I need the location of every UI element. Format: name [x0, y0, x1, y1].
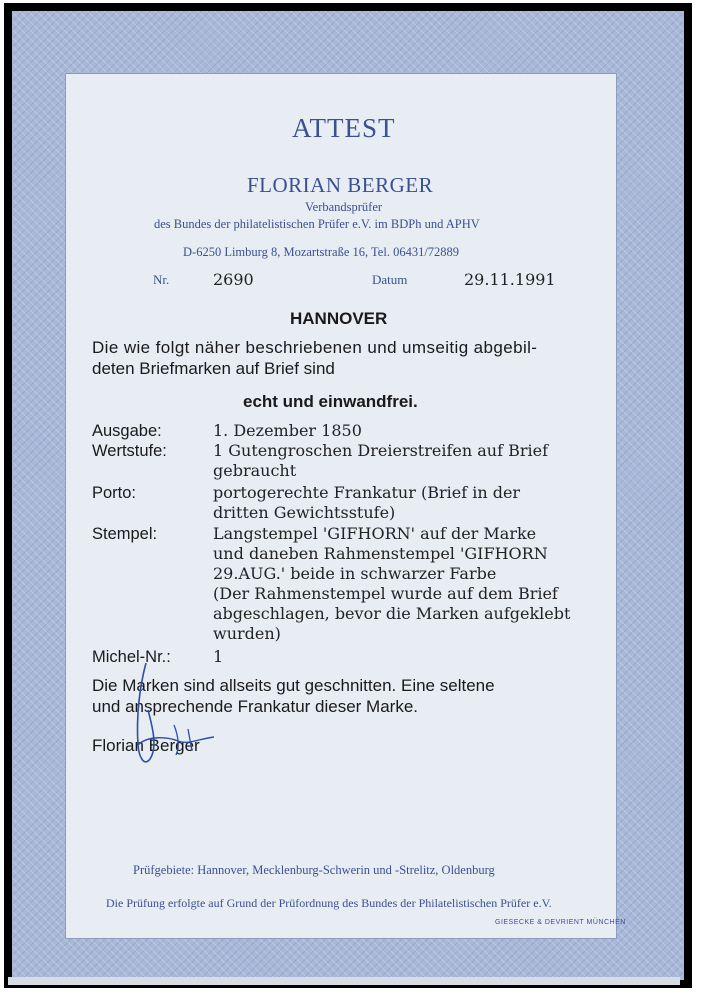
attest-title: ATTEST: [292, 113, 396, 143]
bottom-strip: [8, 977, 680, 985]
closing-line-2: und ansprechende Frankatur dieser Marke.: [92, 697, 419, 716]
porto-label: Porto:: [92, 484, 137, 502]
stempel-line-4: (Der Rahmenstempel wurde auf dem Brief: [213, 584, 558, 603]
closing-line-1: Die Marken sind allseits gut geschnitten. Eine seltene: [92, 676, 495, 695]
printer-imprint: GIESECKE & DEVRIENT MÜNCHEN: [495, 919, 626, 926]
porto-line-1: portogerechte Frankatur (Brief in der: [213, 483, 521, 502]
datum-label: Datum: [372, 272, 408, 287]
stempel-line-1: Langstempel 'GIFHORN' auf der Marke: [213, 524, 537, 543]
nr-label: Nr.: [153, 272, 170, 287]
region-heading: HANNOVER: [290, 309, 388, 328]
stempel-label: Stempel:: [92, 525, 158, 543]
examiner-address: D-6250 Limburg 8, Mozartstraße 16, Tel. 06431/72889: [183, 245, 460, 259]
examiner-association: des Bundes der philatelistischen Prüfer e.V. im BDPh und APHV: [154, 217, 480, 231]
wertstufe-line-1: 1 Gutengroschen Dreierstreifen auf Brief: [213, 441, 549, 460]
examiner-name: FLORIAN BERGER: [247, 173, 434, 197]
michel-label: Michel-Nr.:: [92, 648, 171, 666]
ausgabe-label: Ausgabe:: [92, 422, 162, 440]
datum-value: 29.11.1991: [464, 270, 556, 289]
porto-line-2: dritten Gewichtsstufe): [213, 503, 396, 522]
ausgabe-value: 1. Dezember 1850: [213, 421, 362, 440]
pruefordnung-note: Die Prüfung erfolgte auf Grund der Prüfordnung des Bundes der Philatelistischen Prüfer e.V.: [106, 896, 552, 910]
wertstufe-line-2: gebraucht: [213, 461, 297, 480]
michel-value: 1: [213, 647, 224, 666]
nr-value: 2690: [213, 270, 254, 289]
stempel-line-3: 29.AUG.' beide in schwarzer Farbe: [213, 564, 497, 583]
examiner-role: Verbandsprüfer: [305, 200, 383, 214]
intro-line-2: deten Briefmarken auf Brief sind: [92, 359, 335, 378]
stempel-line-2: und daneben Rahmenstempel 'GIFHORN: [213, 544, 548, 563]
stempel-line-6: wurden): [213, 624, 281, 643]
pruefgebiete: Prüfgebiete: Hannover, Mecklenburg-Schwerin und -Strelitz, Oldenburg: [133, 863, 495, 877]
intro-line-1: Die wie folgt näher beschriebenen und umseitig abgebil-: [92, 338, 538, 357]
wertstufe-label: Wertstufe:: [92, 442, 167, 460]
stempel-line-5: abgeschlagen, bevor die Marken aufgeklebt: [213, 604, 571, 623]
handwritten-signature: [118, 655, 228, 775]
typed-signature: Florian Berger: [92, 736, 200, 755]
verdict: echt und einwandfrei.: [243, 392, 418, 411]
